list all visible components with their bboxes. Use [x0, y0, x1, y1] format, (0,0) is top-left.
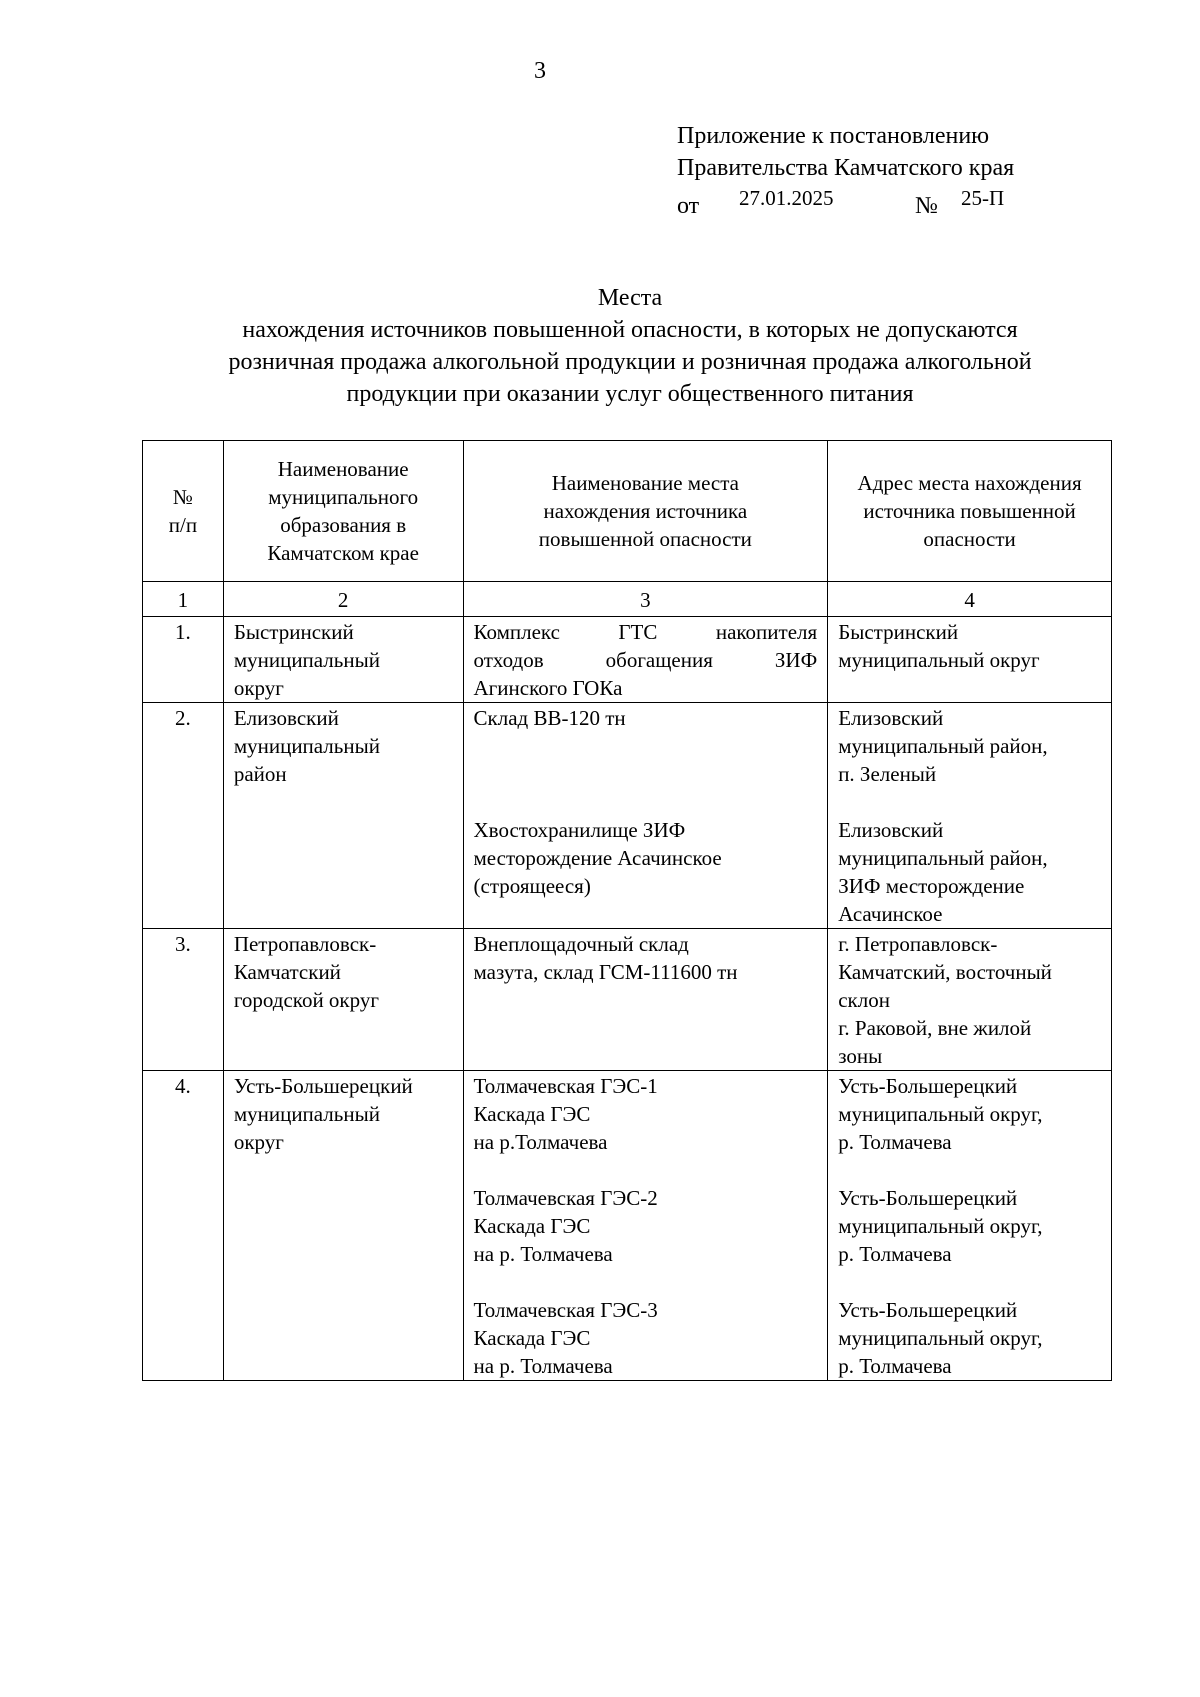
column-header-3	[463, 441, 828, 582]
blank-line	[474, 1014, 818, 1042]
place-cell	[463, 617, 828, 703]
column-header-1	[143, 441, 224, 582]
address-line: муниципальный округ,	[838, 1326, 1043, 1350]
column-header-line: повышенной опасности	[538, 527, 752, 551]
place-line: Внеплощадочный склад	[473, 932, 689, 956]
address-line: ЗИФ месторождение	[838, 874, 1025, 898]
column-header-line: опасности	[923, 527, 1016, 551]
blank-line	[474, 986, 818, 1014]
municipality-line: Быстринский	[233, 620, 354, 644]
municipality-line: Петропавловск-	[233, 932, 377, 956]
address-line: р. Толмачева	[838, 1130, 952, 1154]
column-header-line: муниципального	[268, 485, 419, 509]
column-header-line: Адрес места нахождения	[857, 471, 1082, 495]
row-number: 2.	[143, 703, 224, 929]
municipality-cell	[223, 1071, 463, 1381]
place-entry	[474, 816, 818, 928]
column-number: 4	[828, 582, 1112, 617]
column-number-row	[143, 582, 1112, 617]
blank-line	[838, 674, 1101, 702]
place-entry	[474, 618, 818, 702]
address-line: зоны	[838, 1044, 883, 1068]
municipality-line: округ	[233, 1130, 284, 1154]
place-entry	[474, 704, 818, 788]
column-number: 3	[463, 582, 828, 617]
place-entry	[474, 930, 818, 1070]
title-line-4: продукции при оказании услуг общественного питания	[346, 381, 914, 407]
column-header-line: №	[172, 485, 193, 509]
place-line: на р.Толмачева	[473, 1130, 608, 1154]
table-body	[143, 617, 1112, 1381]
place-line: Каскада ГЭС	[473, 1214, 591, 1238]
address-cell	[828, 617, 1112, 703]
address-line: п. Зеленый	[838, 762, 937, 786]
municipality-line: муниципальный	[233, 1102, 380, 1126]
place-line: Каскада ГЭС	[473, 1326, 591, 1350]
place-line: Толмачевская ГЭС-1	[473, 1074, 658, 1098]
address-line: Усть-Большерецкий	[838, 1186, 1018, 1210]
row-number: 4.	[143, 1071, 224, 1381]
municipality-line: Елизовский	[233, 706, 339, 730]
column-number: 2	[223, 582, 463, 617]
address-line: Елизовский	[838, 818, 944, 842]
place-line: мазута, склад ГСМ-111600 тн	[473, 960, 738, 984]
municipality-cell	[223, 703, 463, 929]
entry-gap	[838, 788, 1101, 816]
column-header-line: образования в	[280, 513, 407, 537]
place-cell	[463, 929, 828, 1071]
address-line: Усть-Большерецкий	[838, 1074, 1018, 1098]
row-number: 1.	[143, 617, 224, 703]
address-line: муниципальный округ	[838, 648, 1040, 672]
address-line: Елизовский	[838, 706, 944, 730]
address-line: муниципальный округ,	[838, 1102, 1043, 1126]
page-number: 3	[534, 58, 546, 84]
column-header-line: Наименование места	[551, 471, 739, 495]
address-entry	[838, 1296, 1101, 1380]
address-line: г. Раковой, вне жилой	[838, 1016, 1032, 1040]
address-cell	[828, 1071, 1112, 1381]
from-label: от	[677, 193, 700, 219]
entry-gap	[474, 1268, 818, 1296]
address-line: Асачинское	[838, 902, 943, 926]
place-entry	[474, 1184, 818, 1268]
hazard-sources-table	[142, 440, 1112, 1381]
address-entry	[838, 704, 1101, 788]
table-row	[143, 929, 1112, 1071]
place-line: Толмачевская ГЭС-2	[473, 1186, 658, 1210]
address-line: муниципальный район,	[838, 846, 1048, 870]
place-line: на р. Толмачева	[473, 1354, 613, 1378]
column-header-2	[223, 441, 463, 582]
place-line: на р. Толмачева	[473, 1242, 613, 1266]
place-line: Склад ВВ-120 тн	[473, 706, 626, 730]
column-header-line: нахождения источника	[543, 499, 748, 523]
place-line: месторождение Асачинское	[473, 846, 722, 870]
municipality-line: округ	[233, 676, 284, 700]
column-header-line: источника повышенной	[863, 499, 1076, 523]
place-line: Каскада ГЭС	[473, 1102, 591, 1126]
column-header-line: Камчатском крае	[267, 541, 419, 565]
place-line: Толмачевская ГЭС-3	[473, 1298, 658, 1322]
municipality-cell	[223, 929, 463, 1071]
address-entry	[838, 816, 1101, 928]
table-row	[143, 617, 1112, 703]
column-header-line: Наименование	[277, 457, 409, 481]
entry-gap	[838, 1268, 1101, 1296]
place-line: Хвостохранилище ЗИФ	[473, 818, 686, 842]
address-line: Быстринский	[838, 620, 959, 644]
address-line: муниципальный район,	[838, 734, 1048, 758]
place-line: отходов обогащения ЗИФ	[473, 648, 818, 672]
title-line-1: Места	[597, 285, 663, 311]
blank-line	[474, 732, 818, 760]
municipality-line: Камчатский	[233, 960, 341, 984]
table-header-row	[143, 441, 1112, 582]
title-line-2: нахождения источников повышенной опасности, в которых не допускаются	[242, 317, 1018, 343]
title-line-3: розничная продажа алкогольной продукции и розничная продажа алкогольной	[228, 349, 1032, 375]
municipality-line: муниципальный	[233, 648, 380, 672]
place-entry	[474, 1072, 818, 1156]
address-entry	[838, 618, 1101, 702]
number-sign: №	[915, 193, 938, 219]
address-line: склон	[838, 988, 890, 1012]
appendix-date-row	[677, 184, 1014, 219]
blank-line	[474, 900, 818, 928]
address-line: Усть-Большерецкий	[838, 1298, 1018, 1322]
place-cell	[463, 703, 828, 929]
address-entry	[838, 1184, 1101, 1268]
municipality-cell	[223, 617, 463, 703]
municipality-line: район	[233, 762, 287, 786]
appendix-line-2: Правительства Камчатского края	[677, 155, 1015, 181]
place-line: Агинского ГОКа	[473, 676, 623, 700]
column-number: 1	[143, 582, 224, 617]
entry-gap	[474, 1156, 818, 1184]
column-header-4	[828, 441, 1112, 582]
municipality-line: муниципальный	[233, 734, 380, 758]
document-title	[140, 282, 1120, 410]
address-cell	[828, 929, 1112, 1071]
address-entry	[838, 1072, 1101, 1156]
appendix-line-1: Приложение к постановлению	[677, 123, 990, 149]
place-line: Комплекс ГТС накопителя	[473, 620, 818, 644]
address-line: р. Толмачева	[838, 1242, 952, 1266]
blank-line	[474, 760, 818, 788]
municipality-line: Усть-Большерецкий	[233, 1074, 413, 1098]
column-header-line: п/п	[168, 513, 198, 537]
municipality-line: городской округ	[233, 988, 379, 1012]
appendix-header	[677, 120, 1015, 219]
table-row	[143, 703, 1112, 929]
address-line: муниципальный округ,	[838, 1214, 1043, 1238]
address-line: р. Толмачева	[838, 1354, 952, 1378]
entry-gap	[838, 1156, 1101, 1184]
entry-gap	[474, 788, 818, 816]
address-line: г. Петропавловск-	[838, 932, 998, 956]
address-cell	[828, 703, 1112, 929]
blank-line	[474, 1042, 818, 1070]
place-entry	[474, 1296, 818, 1380]
row-number: 3.	[143, 929, 224, 1071]
address-entry	[838, 930, 1101, 1070]
address-line: Камчатский, восточный	[838, 960, 1052, 984]
place-cell	[463, 1071, 828, 1381]
table-row	[143, 1071, 1112, 1381]
document-date: 27.01.2025	[739, 186, 834, 210]
place-line: (строящееся)	[473, 874, 591, 898]
document-number: 25-П	[961, 186, 1005, 210]
